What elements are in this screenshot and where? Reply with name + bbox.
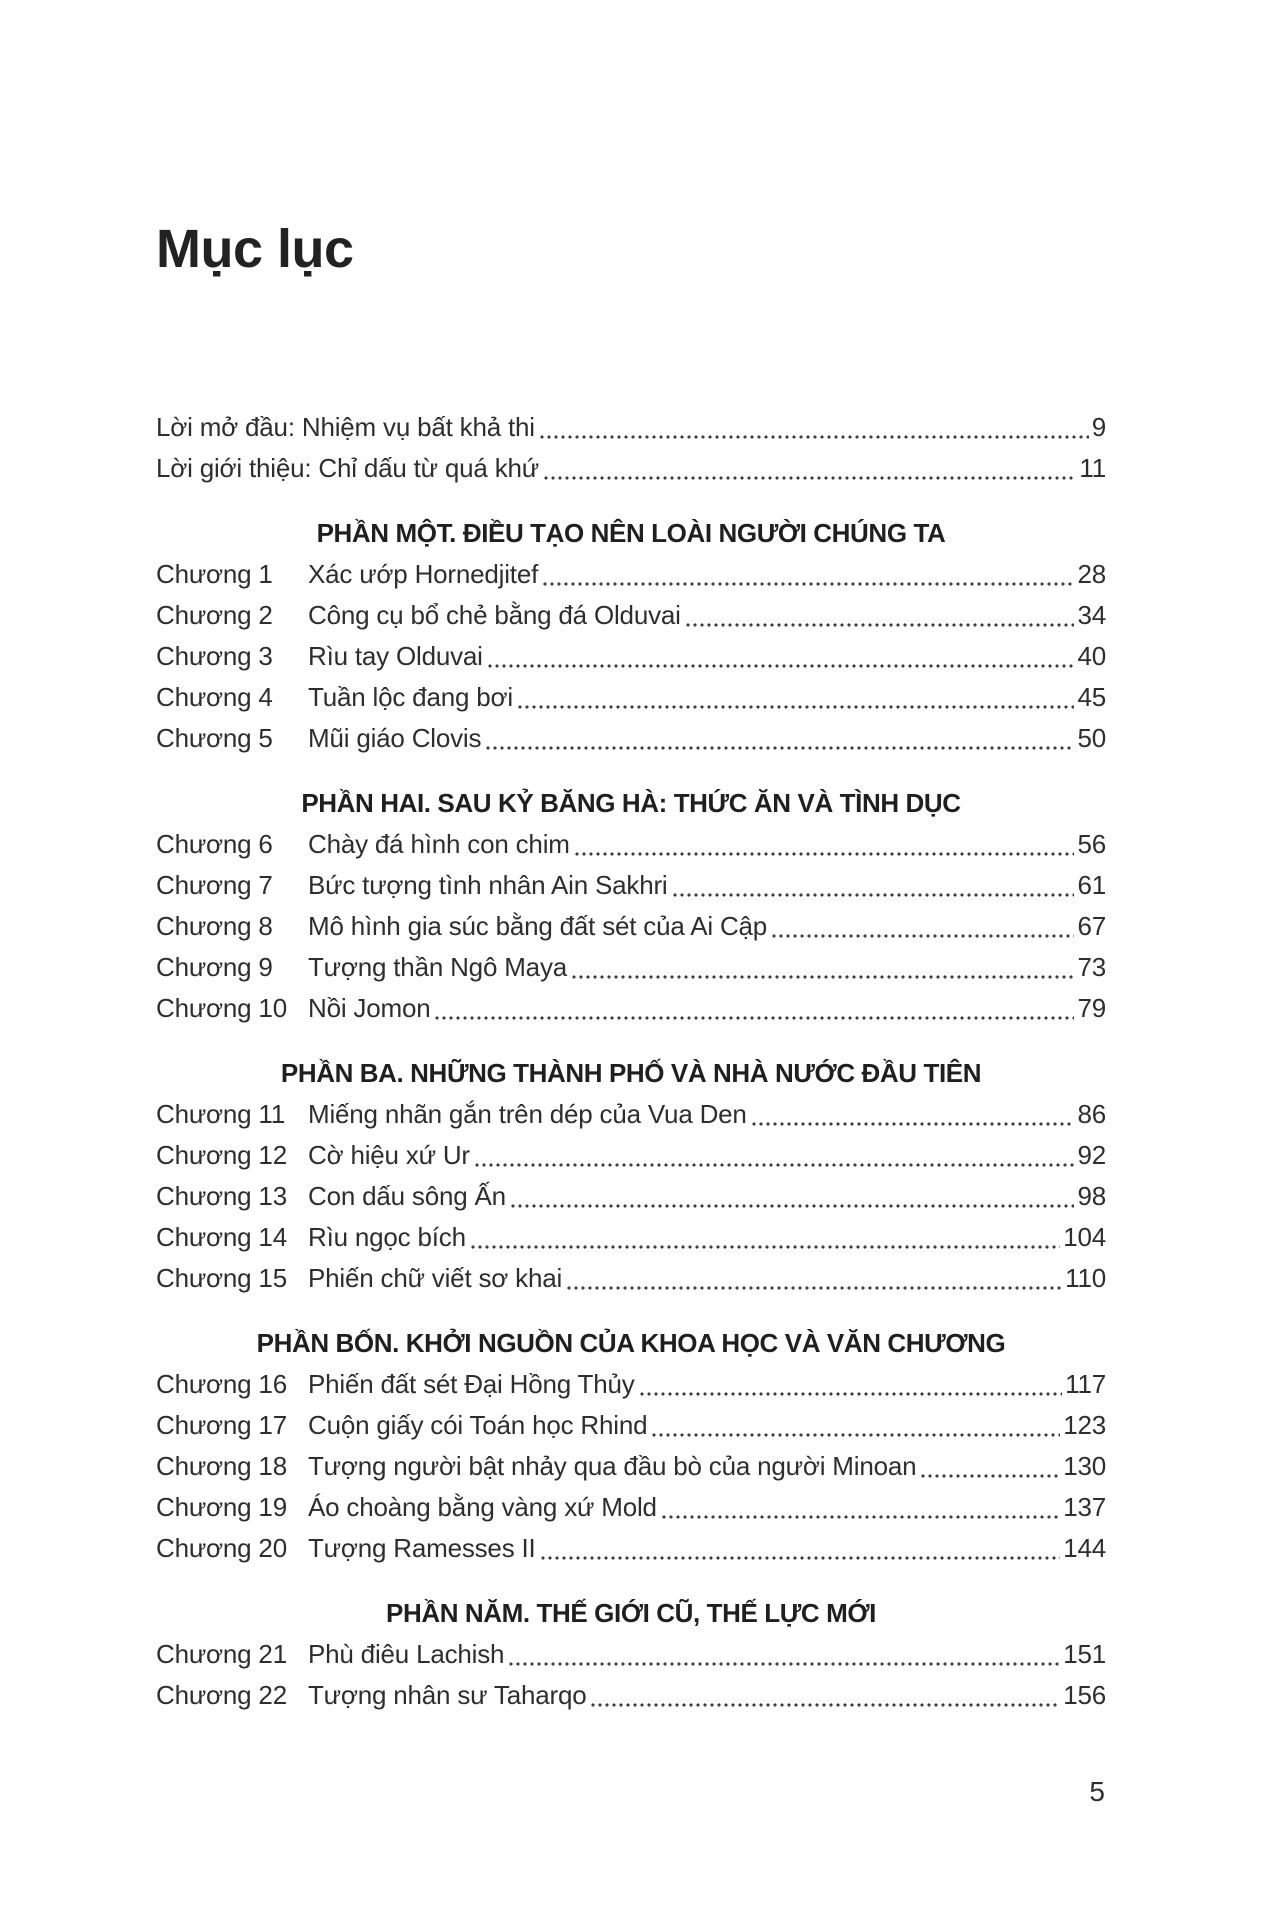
toc-entry [156,1135,1106,1176]
section-heading: PHẦN MỘT. ĐIỀU TẠO NÊN LOÀI NGƯỜI CHÚNG TA [316,518,946,548]
entry-page-number: 98 [1077,1181,1106,1211]
entry-title: Rìu tay Olduvai [308,641,483,671]
entry-title: Bức tượng tình nhân Ain Sakhri [308,870,668,900]
dot-leader [488,664,1075,668]
entry-chapter-label: Chương 3 [156,641,273,671]
entry-page-number: 40 [1077,641,1106,671]
toc-entry [156,448,1106,489]
entry-chapter-label: Chương 6 [156,829,273,859]
dot-leader [752,1122,1075,1126]
entry-title: Lời mở đầu: Nhiệm vụ bất khả thi [156,412,535,442]
entry-page-number: 92 [1077,1140,1106,1170]
toc-section [156,1593,1106,1716]
entry-title: Mô hình gia súc bằng đất sét của Ai Cập [308,911,768,941]
entry-chapter-label: Chương 21 [156,1639,287,1669]
entry-title: Phù điêu Lachish [308,1639,505,1669]
entry-page-number: 123 [1063,1410,1106,1440]
dot-leader [652,1433,1060,1437]
entry-chapter-label: Chương 5 [156,723,273,753]
entry-title: Tượng nhân sư Taharqo [308,1680,587,1710]
entry-page-number: 110 [1065,1263,1106,1293]
toc-entry [156,1405,1106,1446]
toc-entry [156,988,1106,1029]
entry-chapter-label: Chương 15 [156,1263,287,1293]
toc-entry [156,636,1106,677]
entry-chapter-label: Chương 2 [156,600,273,630]
toc-entry [156,1675,1106,1716]
toc-entry [156,824,1106,865]
entry-title: Rìu ngọc bích [308,1222,466,1252]
entry-page-number: 137 [1063,1492,1106,1522]
dot-leader [435,1016,1074,1020]
toc-entry [156,1528,1106,1569]
section-heading: PHẦN HAI. SAU KỶ BĂNG HÀ: THỨC ĂN VÀ TÌNH DỤC [301,788,961,818]
dot-leader [591,1703,1060,1707]
entry-page-number: 61 [1077,870,1106,900]
folio-page-number: 5 [1089,1776,1105,1807]
entry-chapter-label: Chương 16 [156,1369,287,1399]
entry-chapter-label: Chương 18 [156,1451,287,1481]
entry-title: Tuần lộc đang bơi [308,682,513,712]
entry-page-number: 28 [1077,559,1106,589]
dot-leader [543,582,1074,586]
entry-page-number: 156 [1063,1680,1106,1710]
toc-entry [156,1176,1106,1217]
toc-entry [156,947,1106,988]
entry-title: Tượng thần Ngô Maya [308,952,568,982]
toc-entry [156,677,1106,718]
toc-entry [156,1487,1106,1528]
entry-chapter-label: Chương 19 [156,1492,287,1522]
section-heading: PHẦN BỐN. KHỞI NGUỒN CỦA KHOA HỌC VÀ VĂN CHƯƠNG [256,1328,1006,1358]
entry-page-number: 73 [1077,952,1106,982]
entry-page-number: 50 [1077,723,1106,753]
entry-page-number: 45 [1077,682,1106,712]
entry-page-number: 56 [1077,829,1106,859]
entry-page-number: 86 [1077,1099,1106,1129]
entry-page-number: 130 [1063,1451,1106,1481]
toc-entry [156,554,1106,595]
entry-title: Áo choàng bằng vàng xứ Mold [308,1492,657,1522]
dot-leader [921,1474,1060,1478]
entry-title: Cuộn giấy cói Toán học Rhind [308,1410,648,1440]
entry-chapter-label: Chương 9 [156,952,273,982]
entry-page-number: 67 [1077,911,1106,941]
dot-leader [471,1245,1060,1249]
entry-title: Chày đá hình con chim [308,829,570,859]
toc-entry [156,906,1106,947]
entry-page-number: 117 [1065,1369,1106,1399]
entry-chapter-label: Chương 14 [156,1222,287,1252]
entry-chapter-label: Chương 1 [156,559,273,589]
toc-entry [156,865,1106,906]
entry-title: Xác ướp Hornedjitef [308,559,539,589]
entry-chapter-label: Chương 20 [156,1533,287,1563]
toc-section [156,783,1106,1029]
toc-entry [156,718,1106,759]
dot-leader [509,1662,1060,1666]
entry-title: Con dấu sông Ấn [308,1181,506,1211]
toc-entry [156,1634,1106,1675]
toc-body [156,407,1106,1716]
toc-page [156,0,1106,1716]
section-heading: PHẦN NĂM. THẾ GIỚI CŨ, THẾ LỰC MỚI [386,1598,876,1628]
entry-page-number: 79 [1077,993,1106,1023]
dot-leader [567,1286,1062,1290]
dot-leader [686,623,1075,627]
dot-leader [541,1556,1061,1560]
toc-entry [156,1446,1106,1487]
dot-leader [475,1163,1075,1167]
entry-title: Nồi Jomon [308,993,431,1023]
dot-leader [575,852,1075,856]
toc-entry [156,1094,1106,1135]
section-heading: PHẦN BA. NHỮNG THÀNH PHỐ VÀ NHÀ NƯỚC ĐẦU TIÊN [280,1058,982,1088]
entry-page-number: 11 [1079,453,1106,483]
dot-leader [518,705,1075,709]
dot-leader [572,975,1074,979]
entry-chapter-label: Chương 13 [156,1181,287,1211]
entry-page-number: 104 [1063,1222,1106,1252]
entry-page-number: 34 [1077,600,1106,630]
dot-leader [486,746,1074,750]
entry-chapter-label: Chương 10 [156,993,287,1023]
entry-title: Lời giới thiệu: Chỉ dấu từ quá khứ [156,453,539,483]
dot-leader [662,1515,1060,1519]
entry-page-number: 144 [1063,1533,1106,1563]
entry-title: Mũi giáo Clovis [308,723,482,753]
entry-page-number: 9 [1091,412,1106,442]
dot-leader [544,476,1076,480]
entry-title: Phiến chữ viết sơ khai [308,1263,563,1293]
toc-entry [156,1258,1106,1299]
entry-chapter-label: Chương 7 [156,870,273,900]
page-title: Mục lục [156,219,354,279]
entry-title: Tượng người bật nhảy qua đầu bò của người Minoan [308,1451,917,1481]
entry-chapter-label: Chương 8 [156,911,273,941]
dot-leader [673,893,1075,897]
toc-entry [156,1217,1106,1258]
entry-chapter-label: Chương 4 [156,682,273,712]
entry-title: Miếng nhãn gắn trên dép của Vua Den [308,1099,747,1129]
dot-leader [772,934,1074,938]
dot-leader [511,1204,1075,1208]
entry-chapter-label: Chương 11 [156,1099,286,1129]
toc-entry [156,1364,1106,1405]
toc-section [156,1323,1106,1569]
entry-title: Phiến đất sét Đại Hồng Thủy [308,1369,635,1399]
toc-entry [156,595,1106,636]
entry-chapter-label: Chương 17 [156,1410,287,1440]
toc-section [156,1053,1106,1299]
entry-title: Công cụ bổ chẻ bằng đá Olduvai [308,600,681,630]
entry-title: Tượng Ramesses II [308,1533,536,1563]
toc-entry [156,407,1106,448]
entry-page-number: 151 [1063,1639,1106,1669]
dot-leader [640,1392,1063,1396]
toc-section [156,513,1106,759]
entry-chapter-label: Chương 22 [156,1680,287,1710]
dot-leader [540,435,1089,439]
entry-chapter-label: Chương 12 [156,1140,287,1170]
entry-title: Cờ hiệu xứ Ur [308,1140,470,1170]
